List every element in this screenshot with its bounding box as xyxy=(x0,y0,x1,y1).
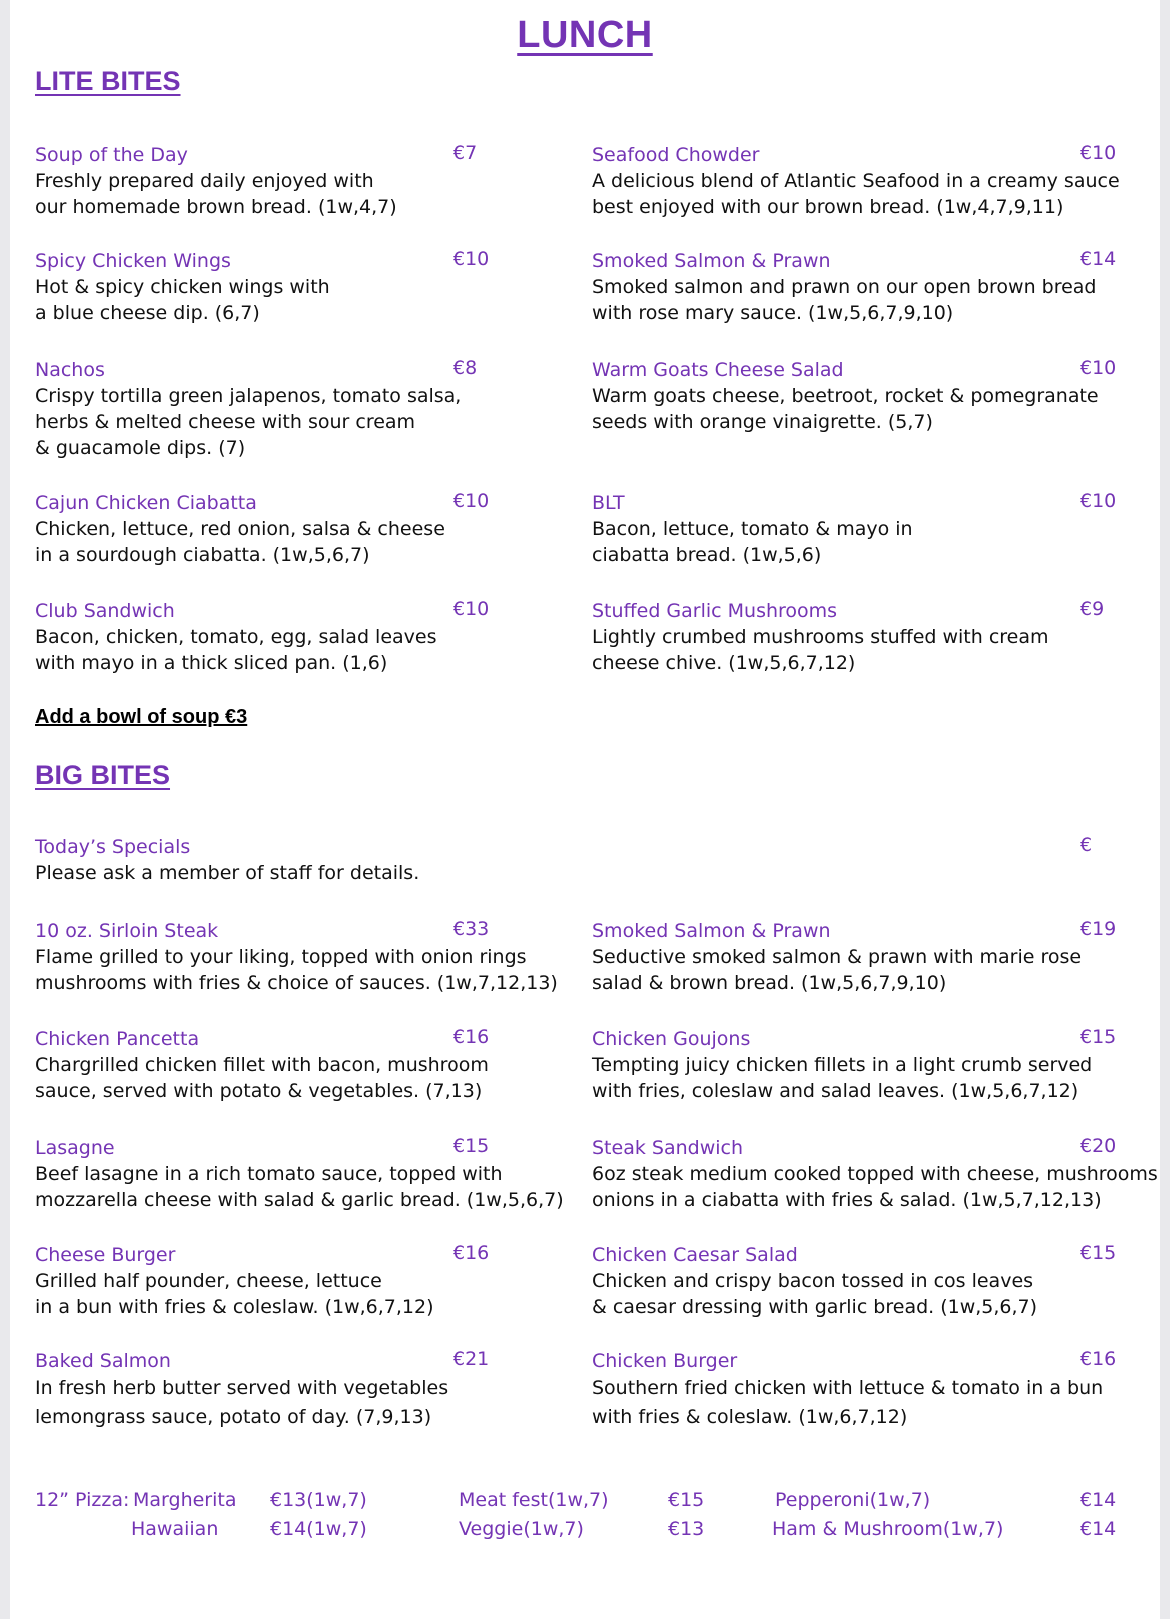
pizza-price: €14 xyxy=(1080,1489,1117,1511)
pizza-allergens: (1w,7) xyxy=(523,1518,584,1540)
menu-item xyxy=(592,1242,1037,1320)
item-description: Bacon, lettuce, tomato & mayo in ciabatta bread. (1w,5,6) xyxy=(592,518,913,566)
menu-item xyxy=(592,598,1049,676)
item-name: Lasagne xyxy=(35,1137,115,1159)
menu-item xyxy=(35,357,461,461)
pizza-name xyxy=(459,1518,584,1540)
item-price: €14 xyxy=(1080,248,1117,270)
item-description: Please ask a member of staff for details. xyxy=(35,862,420,884)
menu-item xyxy=(35,248,330,326)
pizza-name-value: Meat fest xyxy=(459,1489,548,1511)
menu-item xyxy=(35,142,397,220)
menu-item xyxy=(592,490,913,568)
item-name: Stuffed Garlic Mushrooms xyxy=(592,600,838,622)
item-name: Soup of the Day xyxy=(35,144,188,166)
item-price: €15 xyxy=(1080,1026,1117,1048)
item-description: Grilled half pounder, cheese, lettuce in a bun with fries & coleslaw. (1w,6,7,12) xyxy=(35,1270,434,1318)
item-description: Flame grilled to your liking, topped with onion rings mushrooms with fries & choice of sauces. (1w,7,12,13) xyxy=(35,946,558,994)
pizza-allergens: (1w,7) xyxy=(306,1518,367,1540)
item-name: Chicken Caesar Salad xyxy=(592,1244,798,1266)
menu-item xyxy=(592,248,1097,326)
item-price: €20 xyxy=(1080,1135,1117,1157)
menu-item xyxy=(592,1135,1158,1213)
item-name: Club Sandwich xyxy=(35,600,175,622)
section-heading-big-bites: BIG BITES xyxy=(35,760,171,790)
item-name: Warm Goats Cheese Salad xyxy=(592,359,844,381)
item-description: 6oz steak medium cooked topped with cheese, mushrooms onions in a ciabatta with fries & salad. (1w,5,7,12,13) xyxy=(592,1163,1158,1211)
item-name: BLT xyxy=(592,492,625,514)
pizza-name xyxy=(775,1489,930,1511)
item-description: Chargrilled chicken fillet with bacon, mushroom sauce, served with potato & vegetables. (7,13) xyxy=(35,1054,489,1102)
item-description: Seductive smoked salmon & prawn with marie rose salad & brown bread. (1w,5,6,7,9,10) xyxy=(592,946,1082,994)
item-price: €16 xyxy=(1080,1348,1117,1370)
pizza-price xyxy=(270,1489,367,1511)
pizza-name: Hawaiian xyxy=(131,1518,219,1540)
pizza-price: €14 xyxy=(1080,1518,1117,1540)
item-price: €15 xyxy=(453,1135,490,1157)
item-description: Crispy tortilla green jalapenos, tomato salsa, herbs & melted cheese with sour cream & guacamole dips. (7) xyxy=(35,385,462,459)
item-price: €10 xyxy=(1080,490,1117,512)
menu-item xyxy=(592,357,1099,435)
menu-item xyxy=(592,142,1120,220)
pizza-name xyxy=(772,1518,1003,1540)
item-description: Tempting juicy chicken fillets in a light crumb served with fries, coleslaw and salad leaves. (1w,5,6,7,12) xyxy=(592,1054,1093,1102)
item-name: Spicy Chicken Wings xyxy=(35,250,231,272)
menu-item xyxy=(35,1348,448,1432)
pizza-label: 12” Pizza: xyxy=(35,1489,130,1511)
menu-item xyxy=(592,918,1081,996)
pizza-price: €15 xyxy=(668,1489,705,1511)
item-price: €19 xyxy=(1080,918,1117,940)
item-price: €10 xyxy=(453,248,490,270)
item-name: Chicken Goujons xyxy=(592,1028,751,1050)
add-soup-note: Add a bowl of soup €3 xyxy=(35,706,248,728)
pizza-price-value: €14 xyxy=(270,1518,307,1540)
section-heading-lite-bites: LITE BITES xyxy=(35,66,181,96)
item-name: Today’s Specials xyxy=(35,836,191,858)
item-name: Cheese Burger xyxy=(35,1244,176,1266)
pizza-name-value: Pepperoni xyxy=(775,1489,870,1511)
item-name: Chicken Pancetta xyxy=(35,1028,200,1050)
item-price: €9 xyxy=(1080,598,1105,620)
item-name: Smoked Salmon & Prawn xyxy=(592,920,831,942)
item-price: €10 xyxy=(1080,142,1117,164)
pizza-name: Margherita xyxy=(133,1489,237,1511)
item-description: Freshly prepared daily enjoyed with our homemade brown bread. (1w,4,7) xyxy=(35,170,397,218)
pizza-allergens: (1w,7) xyxy=(306,1489,367,1511)
pizza-name-value: Veggie xyxy=(459,1518,524,1540)
pizza-allergens: (1w,7) xyxy=(942,1518,1004,1540)
pizza-name xyxy=(459,1489,609,1511)
item-description: Hot & spicy chicken wings with a blue cheese dip. (6,7) xyxy=(35,276,330,324)
item-name: Nachos xyxy=(35,359,105,381)
pizza-allergens: (1w,7) xyxy=(869,1489,931,1511)
item-price: € xyxy=(1080,834,1093,856)
menu-item xyxy=(592,1348,1103,1432)
item-name: Smoked Salmon & Prawn xyxy=(592,250,831,272)
menu-item xyxy=(35,490,445,568)
menu-item xyxy=(35,1242,434,1320)
item-description: Chicken, lettuce, red onion, salsa & cheese in a sourdough ciabatta. (1w,5,6,7) xyxy=(35,518,445,566)
item-price: €10 xyxy=(1080,357,1117,379)
item-price: €16 xyxy=(453,1026,490,1048)
menu-item xyxy=(35,1026,489,1104)
item-name: Chicken Burger xyxy=(592,1350,738,1372)
item-name: Cajun Chicken Ciabatta xyxy=(35,492,257,514)
item-price: €10 xyxy=(453,490,490,512)
menu-title: LUNCH xyxy=(517,14,653,56)
item-name: Baked Salmon xyxy=(35,1350,171,1372)
item-price: €15 xyxy=(1080,1242,1117,1264)
item-price: €16 xyxy=(453,1242,490,1264)
item-price: €7 xyxy=(453,142,478,164)
menu-item xyxy=(35,598,437,676)
item-description: Warm goats cheese, beetroot, rocket & pomegranate seeds with orange vinaigrette. (5,7) xyxy=(592,385,1099,433)
item-description: Southern fried chicken with lettuce & tomato in a bun with fries & coleslaw. (1w,6,7,12) xyxy=(592,1377,1104,1428)
item-description: Beef lasagne in a rich tomato sauce, topped with mozzarella cheese with salad & garlic bread. (1w,5,6,7) xyxy=(35,1163,564,1211)
item-description: Bacon, chicken, tomato, egg, salad leaves with mayo in a thick sliced pan. (1,6) xyxy=(35,626,437,674)
pizza-price xyxy=(270,1518,367,1540)
pizza-name-value: Ham & Mushroom xyxy=(772,1518,943,1540)
item-description: Smoked salmon and prawn on our open brown bread with rose mary sauce. (1w,5,6,7,9,10) xyxy=(592,276,1097,324)
item-price: €10 xyxy=(453,598,490,620)
item-name: Steak Sandwich xyxy=(592,1137,743,1159)
item-price: €21 xyxy=(453,1348,490,1370)
item-name: Seafood Chowder xyxy=(592,144,760,166)
menu-item xyxy=(592,1026,1092,1104)
pizza-price-value: €13 xyxy=(270,1489,307,1511)
item-description: Chicken and crispy bacon tossed in cos leaves & caesar dressing with garlic bread. (1w,5,6,7) xyxy=(592,1270,1038,1318)
item-name: 10 oz. Sirloin Steak xyxy=(35,920,219,942)
item-description: Lightly crumbed mushrooms stuffed with cream cheese chive. (1w,5,6,7,12) xyxy=(592,626,1049,674)
menu-item-specials xyxy=(35,834,419,886)
pizza-allergens: (1w,7) xyxy=(547,1489,609,1511)
item-price: €8 xyxy=(453,357,478,379)
pizza-price: €13 xyxy=(668,1518,705,1540)
item-description: A delicious blend of Atlantic Seafood in a creamy sauce best enjoyed with our brown bread. (1w,4,7,9,11) xyxy=(592,170,1120,218)
item-price: €33 xyxy=(453,918,490,940)
item-description: In fresh herb butter served with vegetables lemongrass sauce, potato of day. (7,9,13) xyxy=(35,1377,449,1428)
